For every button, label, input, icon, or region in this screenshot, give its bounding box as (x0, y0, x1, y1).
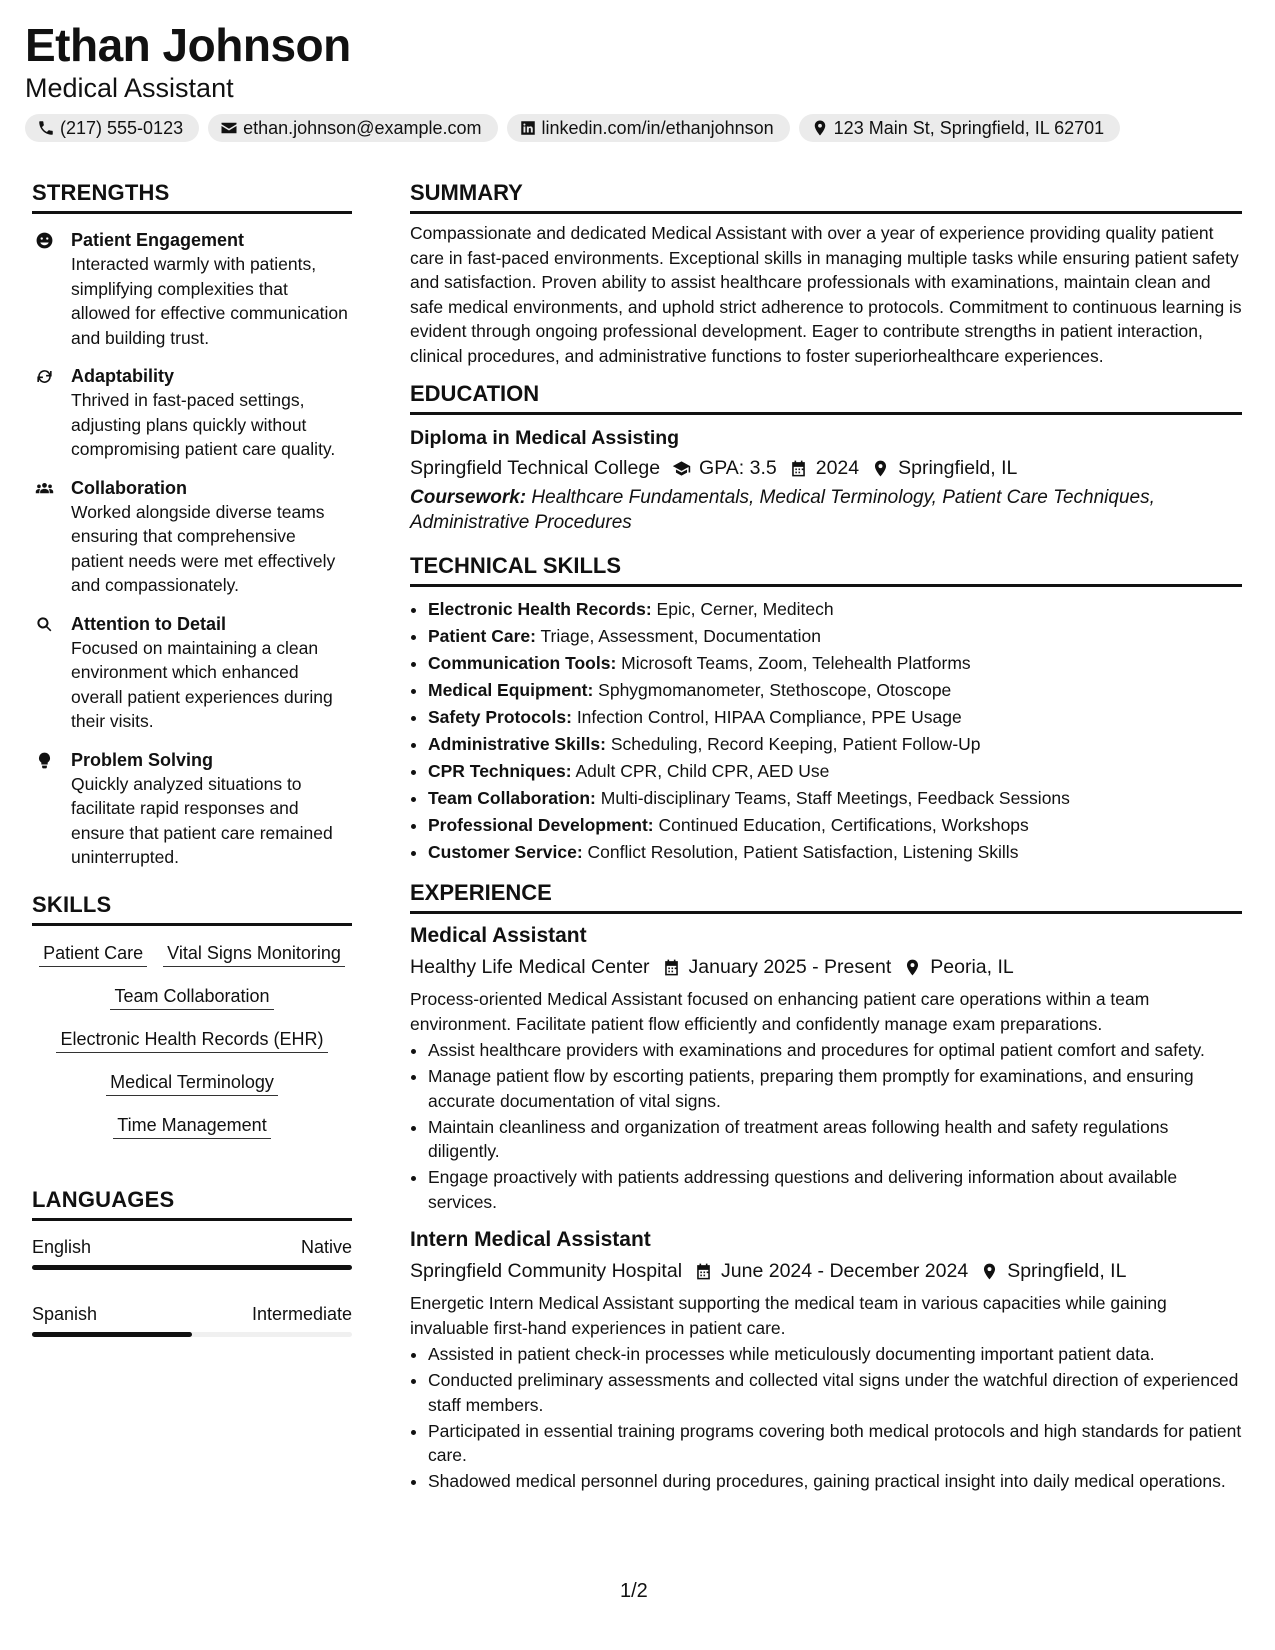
job-title: Medical Assistant (410, 924, 587, 947)
skill-label: Patient Care: (428, 626, 536, 646)
list-item (428, 596, 1242, 623)
list-item (428, 785, 1242, 812)
skills-heading: SKILLS (32, 892, 352, 926)
smile-icon (35, 231, 54, 250)
list-item (428, 839, 1242, 866)
skill-label: Administrative Skills: (428, 734, 606, 754)
skill-value: Epic, Cerner, Meditech (656, 599, 834, 619)
list-item (428, 731, 1242, 758)
contact-email-text: ethan.johnson@example.com (243, 117, 482, 138)
language-name: Spanish (32, 1303, 98, 1324)
map-pin-icon (871, 459, 890, 478)
skill-tag: Electronic Health Records (EHR) (56, 1027, 327, 1053)
skill-label: Team Collaboration: (428, 788, 596, 808)
technical-skills-heading: TECHNICAL SKILLS (410, 553, 1242, 587)
language-name: English (32, 1236, 92, 1257)
graduation-cap-icon (672, 459, 691, 478)
graduation-year: 2024 (815, 457, 860, 479)
language-level: Native (300, 1236, 352, 1257)
list-item (428, 650, 1242, 677)
candidate-name: Ethan Johnson (25, 19, 351, 71)
degree-title: Diploma in Medical Assisting (410, 427, 680, 449)
envelope-icon (220, 119, 238, 137)
job-entry (410, 1226, 1242, 1494)
page-number: 1/2 (620, 1580, 648, 1602)
list-item: • Manage patient flow by escorting patients, preparing them promptly for examinations, and ensuring accurate documentation of vital signs. (428, 1064, 1242, 1113)
strength-description: Interacted warmly with patients, simplifying complexities that allowed for effective communication and building trust. (71, 254, 348, 348)
summary-text: Compassionate and dedicated Medical Assistant with over a year of experience providing quality patient care in fast-paced environments. Exceptional skills in managing multiple tasks while ensuring patient safety and satisfaction. Proven ability to assist healthcare professionals with examinations, maintain clean and safe medical environments, and uphold strict adherence to protocols. Commitment to continuous learning is evident through ongoing professional development. Eager to contribute strengths in patient interaction, clinical procedures, and administrative functions to foster superiorhealthcare experiences. (410, 223, 1242, 366)
technical-skills-section (410, 553, 1242, 866)
contact-phone[interactable] (25, 114, 199, 142)
skill-tag: Team Collaboration (110, 984, 273, 1010)
skill-tag: Patient Care (39, 941, 147, 967)
languages-heading: LANGUAGES (32, 1187, 352, 1221)
job-bullets (410, 1342, 1242, 1494)
calendar-icon (662, 958, 681, 977)
skill-tag: Vital Signs Monitoring (163, 941, 345, 967)
company-name: Springfield Community Hospital (410, 1260, 683, 1282)
education-section (410, 381, 1242, 535)
strength-title: Attention to Detail (71, 613, 226, 634)
contact-bar (25, 114, 1120, 142)
contact-address-text: 123 Main St, Springfield, IL 62701 (833, 117, 1105, 138)
job-location: Springfield, IL (1007, 1260, 1127, 1282)
job-summary: Process-oriented Medical Assistant focused on enhancing patient care operations within a team environment. Facilitate patient flow efficiently and confidently manage exam preparations. (410, 989, 1150, 1034)
sync-icon (35, 367, 54, 386)
job-meta (410, 954, 1242, 980)
list-item: • Participated in essential training programs covering both medical protocols and high standards for patient care. (428, 1419, 1242, 1468)
coursework-label: Coursework: (410, 487, 527, 508)
skill-value: Multi-disciplinary Teams, Staff Meetings, Feedback Sessions (600, 788, 1070, 808)
strength-item (32, 364, 352, 462)
job-dates: January 2025 - Present (688, 956, 892, 978)
experience-heading: EXPERIENCE (410, 880, 1242, 914)
lightbulb-icon (35, 751, 54, 770)
summary-heading: SUMMARY (410, 180, 1242, 214)
technical-skills-list (410, 596, 1242, 866)
strength-title: Collaboration (71, 477, 187, 498)
languages-section (32, 1187, 352, 1337)
right-column (410, 180, 1242, 1495)
skill-value: Conflict Resolution, Patient Satisfaction, Listening Skills (587, 842, 1019, 862)
skill-tags (32, 941, 352, 1139)
calendar-icon (694, 1262, 713, 1281)
language-row (32, 1302, 352, 1337)
job-location: Peoria, IL (930, 956, 1014, 978)
education-heading: EDUCATION (410, 381, 1242, 415)
calendar-icon (789, 459, 808, 478)
strength-title: Patient Engagement (71, 230, 245, 250)
skill-value: Infection Control, HIPAA Compliance, PPE Usage (576, 707, 962, 727)
list-item: • Engage proactively with patients addressing questions and delivering information about available services. (428, 1165, 1242, 1214)
skill-value: Adult CPR, Child CPR, AED Use (575, 761, 830, 781)
contact-phone-text: (217) 555-0123 (60, 117, 184, 138)
language-row (32, 1235, 352, 1270)
users-icon (35, 479, 54, 498)
strengths-heading: STRENGTHS (32, 180, 352, 214)
skills-section (32, 892, 352, 1139)
proficiency-fill (32, 1332, 192, 1337)
job-bullets (410, 1038, 1242, 1214)
strength-title: Adaptability (71, 366, 175, 386)
proficiency-bar (32, 1265, 352, 1270)
company-name: Healthy Life Medical Center (410, 956, 650, 978)
list-item: • Shadowed medical personnel during procedures, gaining practical insight into daily medical operations. (428, 1469, 1242, 1494)
contact-linkedin-text: linkedin.com/in/ethanjohnson (541, 117, 774, 138)
skill-value: Microsoft Teams, Zoom, Telehealth Platforms (621, 653, 971, 673)
skill-label: Medical Equipment: (428, 680, 594, 700)
list-item: • Conducted preliminary assessments and collected vital signs under the watchful direction of experienced staff members. (428, 1368, 1242, 1417)
list-item: • Assisted in patient check-in processes while meticulously documenting important patient data. (428, 1342, 1242, 1367)
strength-description: Quickly analyzed situations to facilitate rapid responses and ensure that patient care remained uninterrupted. (71, 773, 333, 867)
coursework-list: Healthcare Fundamentals, Medical Terminology, Patient Care Techniques, Administrative Procedures (410, 487, 1155, 533)
candidate-role: Medical Assistant (25, 73, 234, 103)
list-item (428, 623, 1242, 650)
proficiency-fill (32, 1265, 352, 1270)
strength-item (32, 228, 352, 350)
strength-item (32, 612, 352, 734)
coursework (410, 486, 1242, 535)
contact-linkedin[interactable] (507, 114, 790, 142)
strength-description: Worked alongside diverse teams ensuring that comprehensive patient needs were met effectively and compassionately. (71, 501, 336, 595)
list-item (428, 812, 1242, 839)
skill-tag: Medical Terminology (106, 1070, 278, 1096)
proficiency-bar (32, 1332, 352, 1337)
skill-label: Professional Development: (428, 815, 654, 835)
job-title: Intern Medical Assistant (410, 1228, 651, 1251)
skill-label: Electronic Health Records: (428, 599, 652, 619)
job-meta (410, 1258, 1242, 1284)
education-meta (410, 455, 1242, 481)
gpa-value: GPA: 3.5 (699, 457, 777, 479)
experience-section (410, 880, 1242, 1494)
list-item (428, 704, 1242, 731)
list-item: • Assist healthcare providers with examinations and procedures for optimal patient comfort and safety. (428, 1038, 1242, 1063)
map-pin-icon (811, 119, 829, 137)
map-pin-icon (903, 958, 922, 977)
school-name: Springfield Technical College (410, 457, 661, 479)
strength-description: Focused on maintaining a clean environment which enhanced overall patient experiences during their visits. (71, 637, 333, 731)
phone-icon (37, 119, 55, 137)
skill-tag: Time Management (113, 1113, 270, 1139)
skill-label: Customer Service: (428, 842, 583, 862)
strength-title: Problem Solving (71, 749, 214, 770)
education-location: Springfield, IL (898, 457, 1018, 479)
skill-value: Triage, Assessment, Documentation (540, 626, 821, 646)
strength-item (32, 476, 352, 598)
skill-label: Communication Tools: (428, 653, 617, 673)
contact-address (799, 114, 1121, 142)
skill-value: Sphygmomanometer, Stethoscope, Otoscope (598, 680, 952, 700)
list-item (428, 758, 1242, 785)
search-icon (35, 615, 54, 634)
skill-label: Safety Protocols: (428, 707, 572, 727)
list-item (428, 677, 1242, 704)
map-pin-icon (980, 1262, 999, 1281)
list-item: • Maintain cleanliness and organization of treatment areas following health and safety regulations diligently. (428, 1115, 1242, 1164)
strength-item (32, 748, 352, 870)
job-summary: Energetic Intern Medical Assistant supporting the medical team in various capacities while gaining invaluable first-hand experiences in patient care. (410, 1293, 1167, 1338)
language-level: Intermediate (251, 1303, 352, 1324)
strength-description: Thrived in fast-paced settings, adjusting plans quickly without compromising patient care quality. (71, 390, 336, 459)
job-dates: June 2024 - December 2024 (721, 1260, 969, 1282)
linkedin-icon (519, 119, 537, 137)
summary-section (410, 180, 1242, 368)
left-column (32, 180, 352, 1337)
contact-email[interactable] (208, 114, 497, 142)
skill-label: CPR Techniques: (428, 761, 572, 781)
skill-value: Scheduling, Record Keeping, Patient Follow-Up (610, 734, 981, 754)
skill-value: Continued Education, Certifications, Workshops (658, 815, 1029, 835)
job-entry (410, 922, 1242, 1214)
